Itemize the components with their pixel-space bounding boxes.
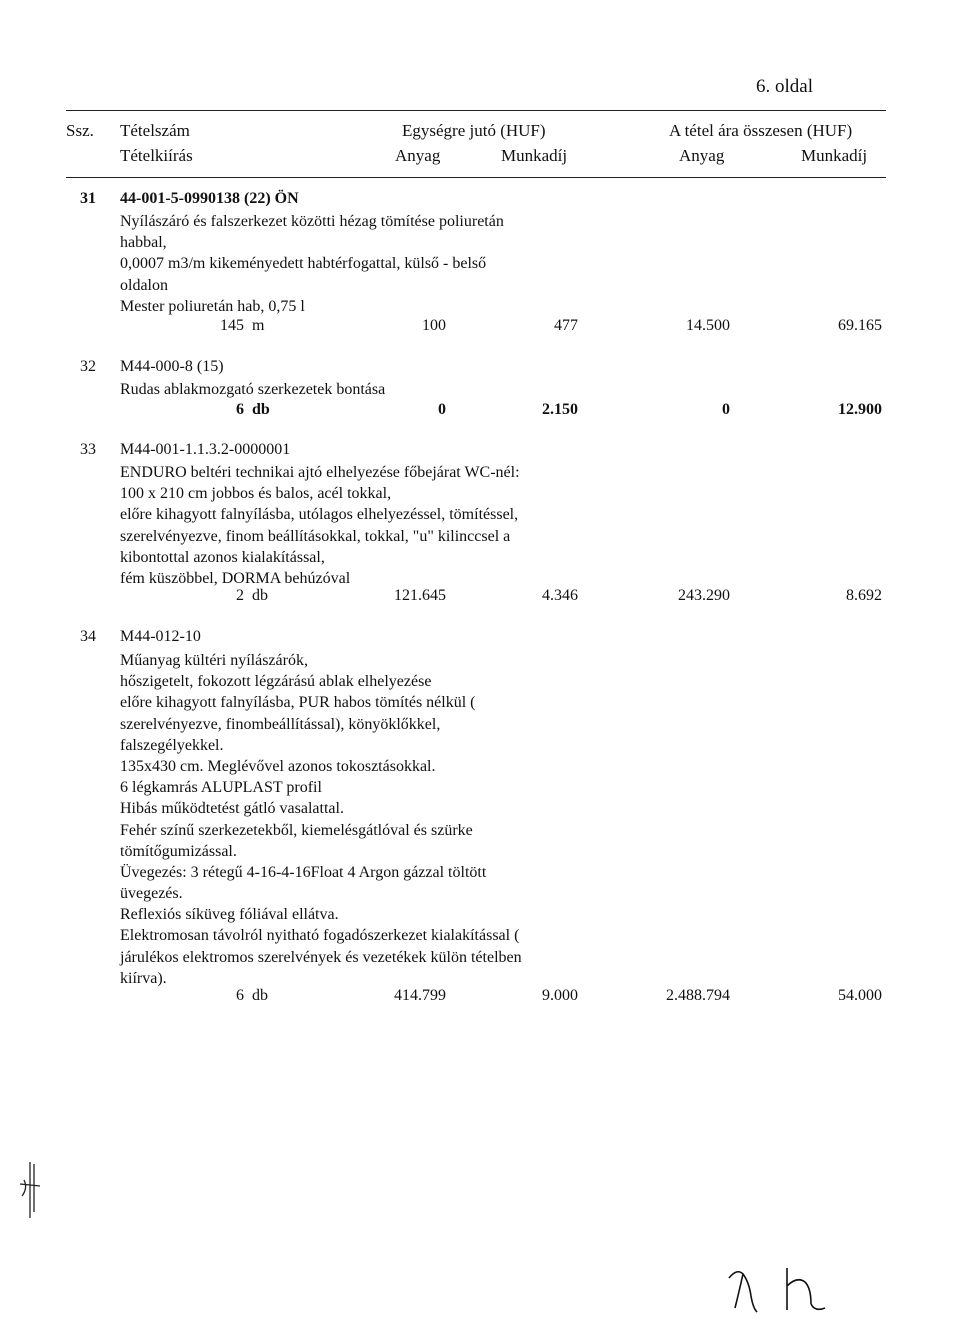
item-description bbox=[120, 379, 385, 400]
description-line: szerelvényezve, finombeállítással), könyöklőkkel, bbox=[120, 715, 441, 733]
item-number: 32 bbox=[80, 358, 96, 375]
item-code: M44-000-8 (15) bbox=[120, 358, 224, 375]
item-unit: db bbox=[252, 987, 268, 1004]
description-line: ENDURO beltéri technikai ajtó elhelyezése főbejárat WC-nél: bbox=[120, 464, 520, 481]
item-unit: m bbox=[252, 317, 265, 334]
unit-material-price: 414.799 bbox=[394, 987, 446, 1004]
item-number: 33 bbox=[80, 441, 96, 458]
total-material-price: 2.488.794 bbox=[666, 987, 730, 1004]
total-labor-price: 8.692 bbox=[846, 587, 882, 604]
description-line: habbal, bbox=[120, 234, 167, 252]
description-line: Rudas ablakmozgató szerkezetek bontása bbox=[120, 381, 386, 398]
item-description bbox=[120, 650, 522, 989]
item-code: M44-012-10 bbox=[120, 628, 201, 645]
description-line: fém küszöbbel, DORMA behúzóval bbox=[120, 569, 351, 587]
description-line: hőszigetelt, fokozott légzárású ablak elhelyezése bbox=[120, 673, 432, 691]
description-line: szerelvényezve, finom beállításokkal, tokkal, "u" kilinccsel a bbox=[120, 527, 511, 545]
handwritten-initials bbox=[725, 1252, 835, 1318]
item-quantity: 6 bbox=[236, 987, 244, 1004]
description-line: Üvegezés: 3 rétegű 4-16-4-16Float 4 Argon gázzal töltött bbox=[120, 863, 487, 881]
item-number: 31 bbox=[80, 190, 96, 207]
margin-scribble bbox=[10, 1160, 50, 1220]
total-material-price: 243.290 bbox=[678, 587, 730, 604]
total-material-price: 14.500 bbox=[686, 317, 730, 334]
item-quantity: 6 bbox=[236, 401, 244, 418]
item-description bbox=[120, 462, 520, 589]
item-unit: db bbox=[252, 587, 268, 604]
description-line: előre kihagyott falnyílásba, utólagos elhelyezéssel, tömítéssel, bbox=[120, 506, 519, 524]
description-line: kibontottal azonos kialakítással, bbox=[120, 548, 325, 566]
header-munkadij-total: Munkadíj bbox=[801, 146, 868, 165]
header-anyag-unit: Anyag bbox=[395, 146, 441, 165]
unit-labor-price: 9.000 bbox=[542, 987, 578, 1004]
description-line: Fehér színű szerkezetekből, kiemelésgátlóval és szürke bbox=[120, 821, 473, 839]
description-line: falszegélyekkel. bbox=[120, 736, 224, 754]
description-line: Elektromosan távolról nyitható fogadószerkezet kialakítással ( bbox=[120, 927, 520, 945]
unit-labor-price: 2.150 bbox=[542, 401, 578, 418]
description-line: Reflexiós síküveg fóliával ellátva. bbox=[120, 906, 339, 924]
header-tetelszam: Tételszám bbox=[120, 121, 190, 140]
item-code: M44-001-1.1.3.2-0000001 bbox=[120, 441, 291, 458]
description-line: Hibás működtetést gátló vasalattal. bbox=[120, 800, 344, 818]
item-description bbox=[120, 211, 504, 317]
page-number: 6. oldal bbox=[756, 76, 813, 97]
unit-material-price: 100 bbox=[422, 317, 446, 334]
unit-labor-price: 4.346 bbox=[542, 587, 578, 604]
unit-material-price: 121.645 bbox=[394, 587, 446, 604]
total-labor-price: 12.900 bbox=[838, 401, 882, 418]
header-munkadij-unit: Munkadíj bbox=[501, 146, 568, 165]
description-line: Mester poliuretán hab, 0,75 l bbox=[120, 297, 305, 315]
description-line: kiírva). bbox=[120, 969, 167, 987]
description-line: Nyílászáró és falszerkezet közötti hézag tömítése poliuretán bbox=[120, 213, 504, 230]
total-labor-price: 54.000 bbox=[838, 987, 882, 1004]
total-labor-price: 69.165 bbox=[838, 317, 882, 334]
description-line: 0,0007 m3/m kikeményedett habtérfogattal, külső - belső bbox=[120, 255, 487, 273]
header-bottom-rule bbox=[66, 177, 886, 178]
description-line: 135x430 cm. Meglévővel azonos tokosztásokkal. bbox=[120, 757, 436, 775]
header-anyag-total: Anyag bbox=[679, 146, 725, 165]
header-ssz: Ssz. bbox=[66, 121, 94, 140]
header-tetel-ara: A tétel ára összesen (HUF) bbox=[669, 121, 853, 140]
description-line: járulékos elektromos szerelvények és vezetékek külön tételben bbox=[120, 948, 522, 966]
total-material-price: 0 bbox=[722, 401, 730, 418]
description-line: 100 x 210 cm jobbos és balos, acél tokkal, bbox=[120, 485, 392, 503]
description-line: üvegezés. bbox=[120, 885, 183, 903]
header-egysegre-juto: Egységre jutó (HUF) bbox=[402, 121, 546, 140]
description-line: Műanyag kültéri nyílászárók, bbox=[120, 652, 308, 669]
header-tetelkiiras: Tételkiírás bbox=[120, 146, 193, 165]
unit-labor-price: 477 bbox=[554, 317, 578, 334]
description-line: előre kihagyott falnyílásba, PUR habos tömítés nélkül ( bbox=[120, 694, 476, 712]
header-top-rule bbox=[66, 110, 886, 111]
item-number: 34 bbox=[80, 628, 96, 645]
description-line: oldalon bbox=[120, 276, 168, 294]
item-quantity: 2 bbox=[236, 587, 244, 604]
item-code: 44-001-5-0990138 (22) ÖN bbox=[120, 190, 299, 207]
item-quantity: 145 bbox=[220, 317, 244, 334]
item-unit: db bbox=[252, 401, 270, 418]
unit-material-price: 0 bbox=[438, 401, 446, 418]
description-line: tömítőgumizással. bbox=[120, 842, 237, 860]
description-line: 6 légkamrás ALUPLAST profil bbox=[120, 779, 322, 797]
